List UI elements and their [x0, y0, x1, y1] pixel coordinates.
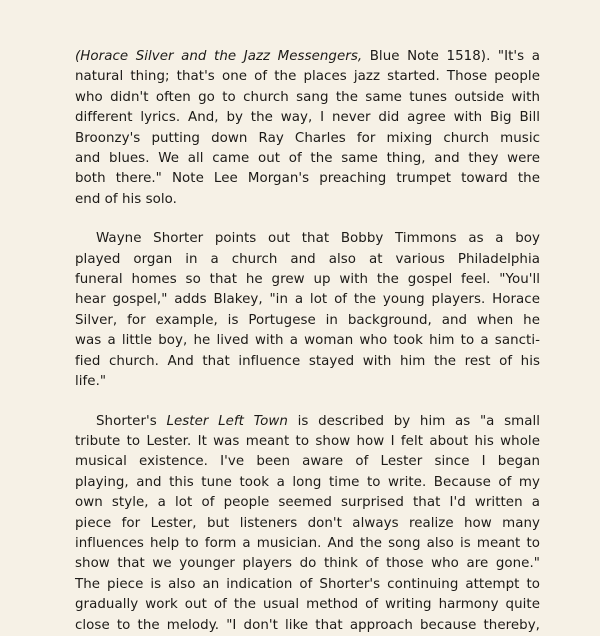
italic-tune-title: Lester Left Town	[166, 413, 288, 429]
text-line: and blues. We all came out of the same thing, and they were	[75, 151, 540, 167]
text-line: The piece is also an indication of Shorter's continuing attempt to	[75, 576, 540, 592]
text-line: gradually work out of the usual method of writing harmony quite	[75, 597, 540, 613]
paragraph-gap	[75, 393, 600, 412]
text-line: fied church. And that influence stayed with him the rest of his	[75, 353, 540, 369]
paragraph-messengers	[75, 47, 540, 210]
text-line: played organ in a church and also at various Philadelphia	[75, 251, 540, 267]
text-line: own style, a lot of people seemed surprised that I'd written a	[75, 495, 540, 511]
text-line: Wayne Shorter points out that Bobby Timmons as a boy	[96, 231, 540, 247]
text-line: (Horace Silver and the Jazz Messengers, Blue Note 1518). "It's a	[75, 49, 540, 64]
text-line: natural thing; that's one of the places jazz started. Those people	[75, 69, 540, 85]
text-line: was a little boy, he lived with a woman who took him to a sancti-	[75, 333, 540, 349]
paragraph-gap	[75, 210, 600, 229]
paragraph-lester-left-town	[75, 412, 540, 636]
text-line: life."	[75, 374, 107, 390]
text-line: musical existence. I've been aware of Lester since I began	[75, 454, 540, 470]
text-line: who didn't often go to church sang the same tunes outside with	[75, 89, 540, 105]
text-line: Silver, for example, is Portugese in background, and when he	[75, 312, 540, 328]
text-line: piece for Lester, but listeners don't always realize how many	[75, 515, 540, 531]
paragraph-timmons	[75, 229, 540, 392]
text-line: different lyrics. And, by the way, I never did agree with Big Bill	[75, 110, 540, 126]
text-line: hear gospel," adds Blakey, "in a lot of the young players. Horace	[75, 292, 540, 308]
text-line: Shorter's Lester Left Town is described by him as "a small	[96, 413, 540, 429]
text-line: both there." Note Lee Morgan's preaching trumpet toward the	[75, 171, 540, 187]
text-line: show that we younger players do think of those who are gone."	[75, 556, 540, 572]
text-line: influences help to form a musician. And the song also is meant to	[75, 535, 540, 551]
text-line: end of his solo.	[75, 191, 177, 207]
text-line: close to the melody. "I don't like that approach because thereby,	[75, 617, 540, 633]
italic-album-title: (Horace Silver and the Jazz Messengers,	[75, 49, 363, 64]
text-line: funeral homes so that he grew up with the gospel feel. "You'll	[75, 272, 540, 288]
text-line: Broonzy's putting down Ray Charles for mixing church music	[75, 130, 540, 146]
text-line: tribute to Lester. It was meant to show how I felt about his whole	[75, 433, 540, 449]
text-line: playing, and this tune took a long time to write. Because of my	[75, 474, 540, 490]
